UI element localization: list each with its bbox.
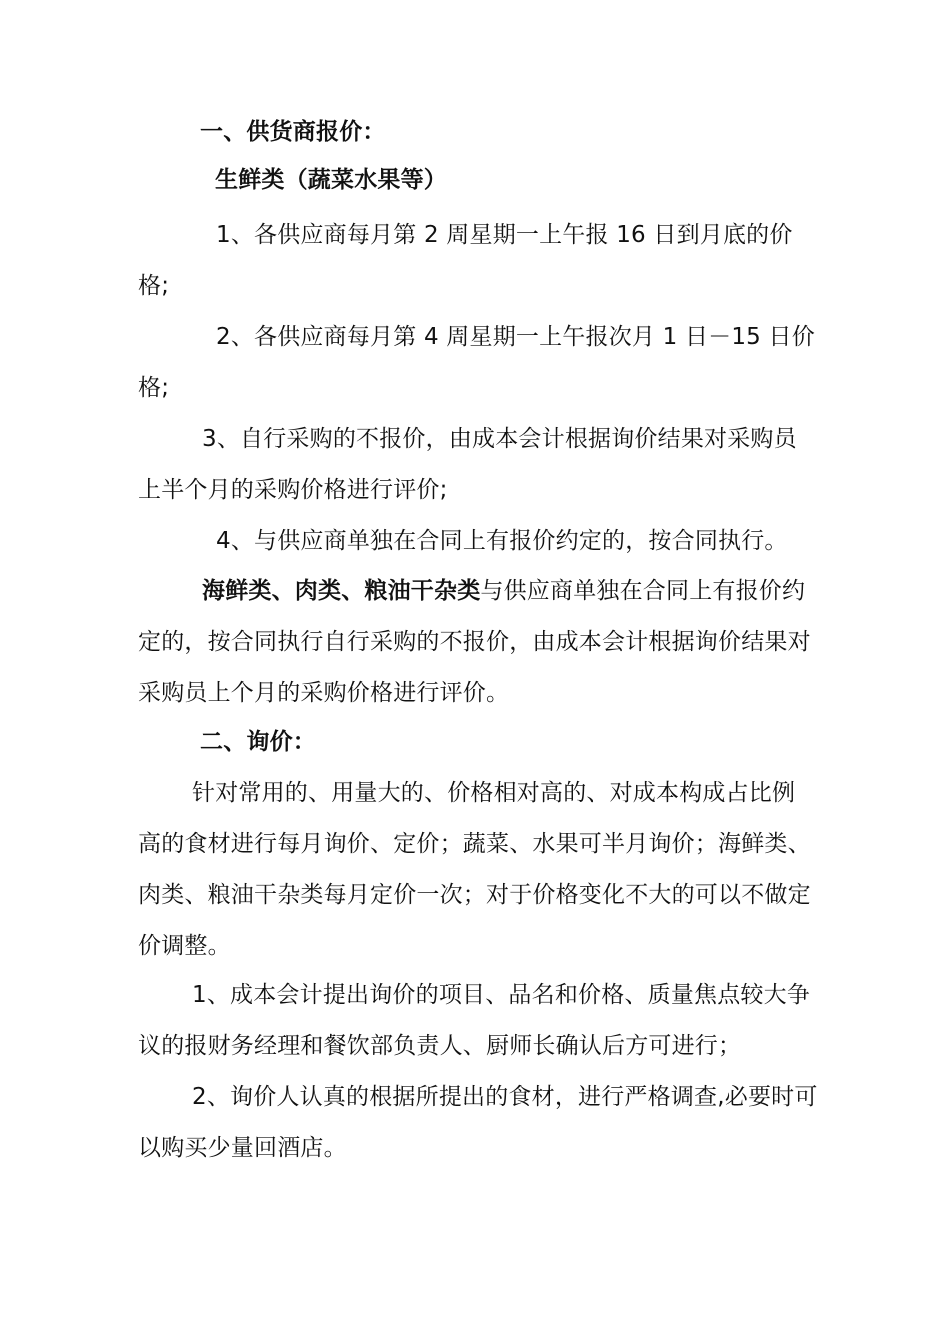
- section2-item-2: 2、询价人认真的根据所提出的食材，进行严格调查,必要时可以购买少量回酒店。: [138, 1084, 818, 1161]
- section2-item-1: 1、成本会计提出询价的项目、品名和价格、质量焦点较大争议的报财务经理和餐饮部负责人、厨师长确认后方可进行；: [138, 982, 811, 1059]
- section1-note-bold: 海鲜类、肉类、粮油干杂类: [202, 578, 481, 604]
- section1-subheading: 生鲜类（蔬菜水果等）: [215, 167, 447, 193]
- section2-intro: 针对常用的、用量大的、价格相对高的、对成本构成占比例高的食材进行每月询价、定价；蔬菜、水果可半月询价；海鲜类、肉类、粮油干杂类每月定价一次；对于价格变化不大的可以不做定价调整。: [138, 780, 811, 959]
- section1-item-1: 1、各供应商每月第 2 周星期一上午报 16 日到月底的价格;: [138, 222, 793, 299]
- section1-item-3: 3、自行采购的不报价，由成本会计根据询价结果对采购员上半个月的采购价格进行评价;: [138, 426, 797, 503]
- section2-heading: 二、询价：: [200, 729, 316, 755]
- section1-heading: 一、供货商报价：: [200, 119, 386, 145]
- section1-note: [138, 566, 818, 719]
- section1-note-text: 与供应商单独在合同上有报价约定的，按合同执行自行采购的不报价，由成本会计根据询价结果对采购员上个月的采购价格进行评价。: [138, 578, 811, 706]
- section1-item-4: 4、与供应商单独在合同上有报价约定的，按合同执行。: [216, 528, 788, 554]
- section1-item-2: 2、各供应商每月第 4 周星期一上午报次月 1 日－15 日价格;: [138, 324, 815, 401]
